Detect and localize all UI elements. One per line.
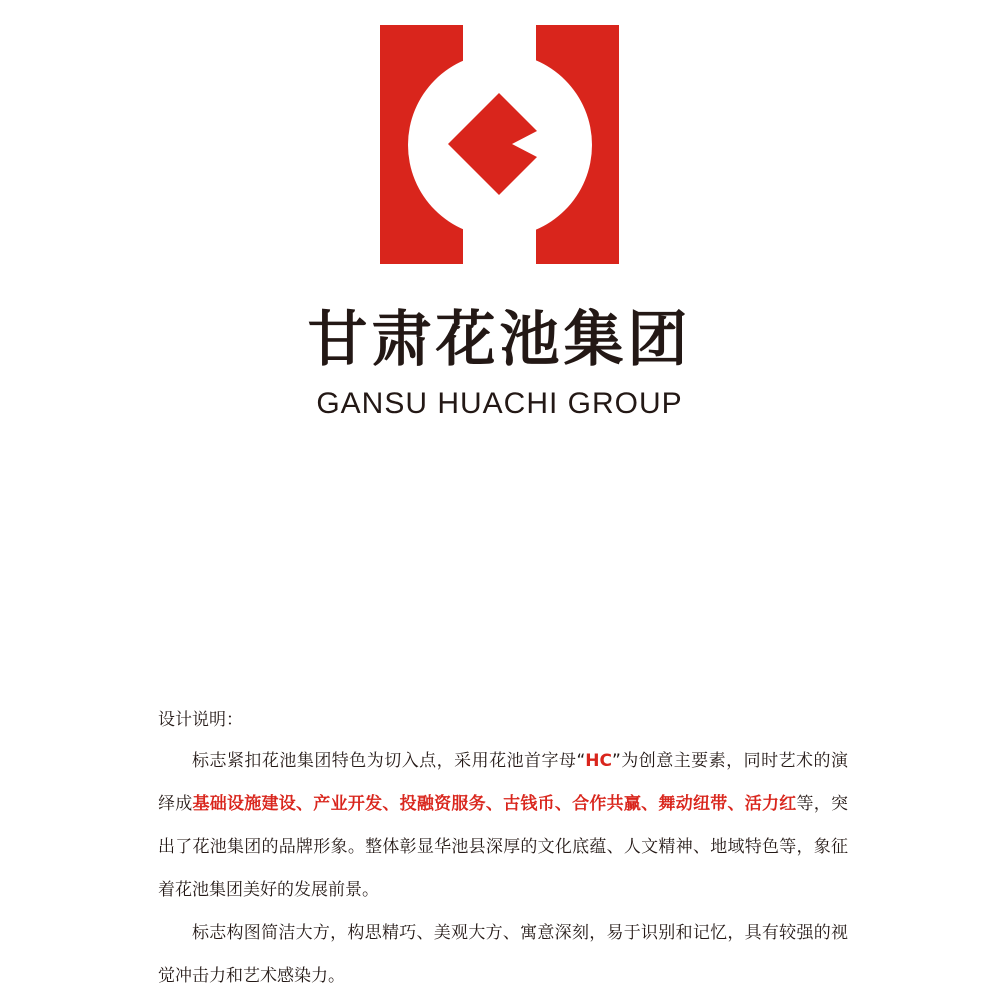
design-description	[158, 700, 848, 998]
description-paragraph-2: 标志构图简洁大方，构思精巧、美观大方、寓意深刻，易于识别和记忆，具有较强的视觉冲击力和艺术感染力。	[158, 923, 848, 986]
company-name-en: GANSU HUACHI GROUP	[316, 387, 683, 420]
company-name-cn: 甘肃花池集团	[307, 305, 692, 375]
description-paragraph-1	[158, 740, 848, 912]
paragraph-1-text-c: 等，突出了花池集团的品牌形象。整体彰显华池县深厚的文化底蕴、人文精神、地域特色等，象征着花池集团美好的发展前景。	[158, 794, 849, 900]
paragraph-1-text-a: 标志紧扣花池集团特色为切入点，采用花池首字母“	[192, 751, 586, 771]
hc-highlight: HC	[585, 751, 612, 771]
description-heading: 设计说明：	[158, 710, 243, 730]
concept-highlight: 基础设施建设、产业开发、投融资服务、古钱币、合作共赢、舞动纽带、活力红	[192, 794, 797, 814]
hc-logo-svg	[380, 25, 619, 264]
hc-logo-icon	[380, 25, 619, 264]
paragraph-1-text-b: ”为创意主要素，同时艺术的演绎成	[158, 751, 848, 814]
